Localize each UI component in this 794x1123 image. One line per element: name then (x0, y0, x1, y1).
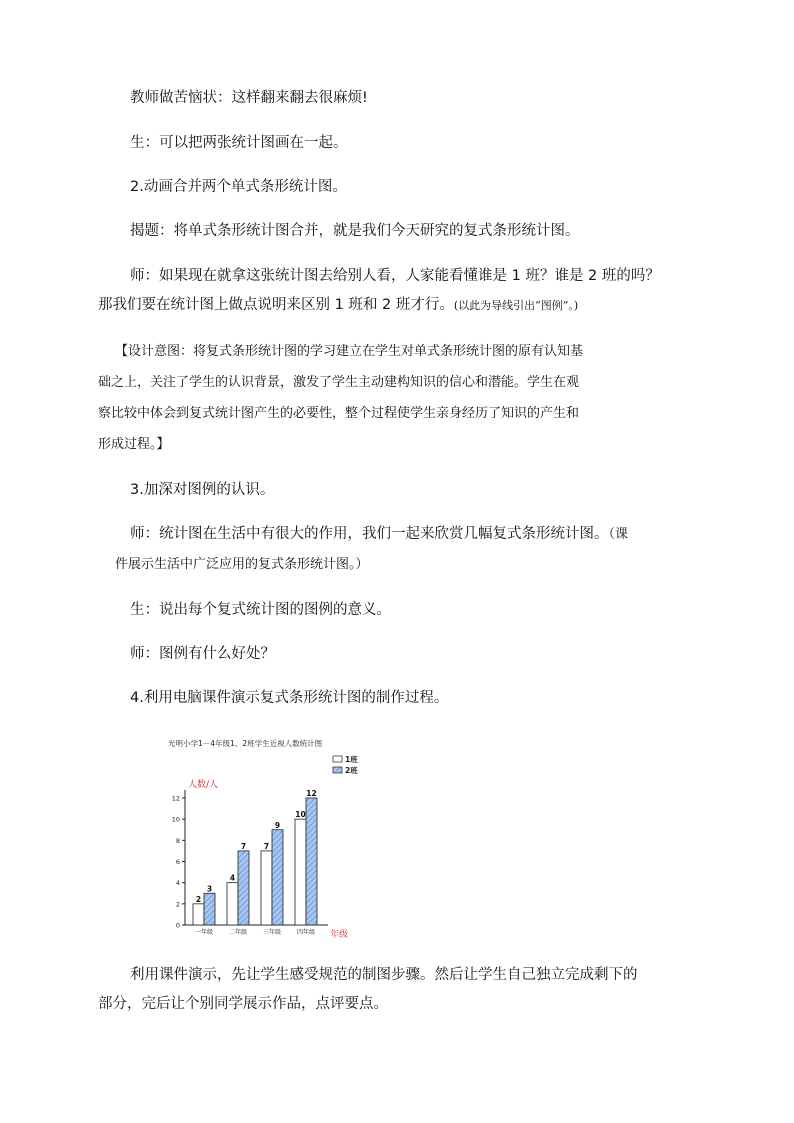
x-tick-label: 四年级 (296, 929, 316, 936)
bar-class-1 (193, 904, 204, 925)
bar-class-2 (272, 830, 283, 925)
bar-class-1 (295, 819, 306, 925)
chart-bars (193, 789, 317, 925)
paragraph-teacher-question-text: 那我们要在统计图上做点说明来区别 1 班和 2 班才行。 (98, 297, 454, 313)
paragraph-teacher-question-line2 (98, 295, 578, 316)
paragraph-step-4: 4.利用电脑课件演示复式条形统计图的制作过程。 (130, 690, 449, 706)
y-tick-label: 10 (171, 815, 180, 824)
bar-class-1 (261, 851, 272, 925)
x-axis-title: 年级 (330, 930, 349, 940)
y-tick-label: 6 (175, 858, 180, 866)
paragraph-demo-line2: 部分，完后让个别同学展示作品，点评要点。 (98, 996, 388, 1012)
bar-value-label: 2 (195, 894, 202, 904)
double-bar-chart (160, 732, 360, 942)
bar-value-label: 3 (206, 884, 213, 894)
bar-value-label: 7 (240, 841, 247, 851)
paragraph-demo-line1: 利用课件演示，先让学生感受规范的制图步骤。然后让学生自己独立完成剩下的 (130, 967, 638, 983)
design-intent-line4: 形成过程。】 (98, 437, 170, 452)
x-tick-label: 一年级 (194, 929, 214, 936)
legend-intro-note: (以此为导线引出“图例”。) (453, 299, 579, 312)
paragraph-step-2: 2.动画合并两个单式条形统计图。 (130, 179, 347, 195)
paragraph-teacher-legend-benefit: 师：图例有什么好处？ (130, 646, 275, 662)
bar-class-2 (238, 851, 249, 925)
courseware-note-line2: 件展示生活中广泛应用的复式条形统计图。） (115, 557, 369, 572)
bar-value-label: 4 (229, 873, 236, 883)
legend-label: 1班 (345, 755, 358, 764)
bar-value-label: 7 (263, 841, 270, 851)
chart-legend (333, 754, 358, 775)
paragraph-teacher-appreciate-line1 (130, 524, 628, 545)
paragraph-teacher-appreciate-text: 师：统计图在生活中有很大的作用，我们一起来欣赏几幅复式条形统计图。 (130, 526, 609, 542)
bar-value-label: 12 (306, 789, 317, 798)
paragraph-reveal-topic: 揭题：将单式条形统计图合并，就是我们今天研究的复式条形统计图。 (130, 223, 580, 239)
legend-swatch-class-2 (333, 767, 342, 773)
courseware-note-start: （课 (608, 527, 629, 542)
bar-class-1 (227, 883, 238, 925)
legend-label: 2班 (345, 766, 358, 775)
y-tick-label: 0 (175, 921, 180, 930)
design-intent-line1: 【设计意图：将复式条形统计图的学习建立在学生对单式条形统计图的原有认知基 (115, 344, 584, 359)
paragraph-teacher-question-line1: 师：如果现在就拿这张统计图去给别人看，人家能看懂谁是 1 班？谁是 2 班的吗？ (130, 268, 660, 284)
y-axis-title: 人数/人 (188, 780, 219, 790)
paragraph-student-answer: 生：可以把两张统计图画在一起。 (130, 135, 348, 151)
y-tick-label: 8 (175, 836, 180, 845)
bar-value-label: 10 (295, 810, 306, 820)
paragraph-step-3: 3.加深对图例的认识。 (130, 482, 275, 498)
bar-class-2 (306, 798, 317, 925)
legend-swatch-class-1 (333, 756, 342, 762)
design-intent-line2: 础之上，关注了学生的认识背景，激发了学生主动建构知识的信心和潜能。学生在观 (98, 375, 580, 390)
y-tick-label: 12 (171, 794, 180, 803)
paragraph-teacher-worry: 教师做苦恼状：这样翻来翻去很麻烦! (130, 90, 368, 106)
x-tick-label: 二年级 (228, 929, 248, 936)
bar-class-2 (204, 893, 215, 925)
paragraph-student-legend: 生：说出每个复式统计图的图例的意义。 (130, 602, 391, 618)
y-tick-label: 2 (175, 900, 180, 909)
x-tick-label: 三年级 (262, 929, 282, 936)
chart-title: 光明小学1－4年级1、2班学生近视人数统计图 (168, 739, 323, 748)
bar-value-label: 9 (274, 820, 281, 830)
y-tick-label: 4 (175, 879, 180, 888)
design-intent-line3: 察比较中体会到复式统计图产生的必要性，整个过程使学生亲身经历了知识的产生和 (98, 406, 580, 421)
